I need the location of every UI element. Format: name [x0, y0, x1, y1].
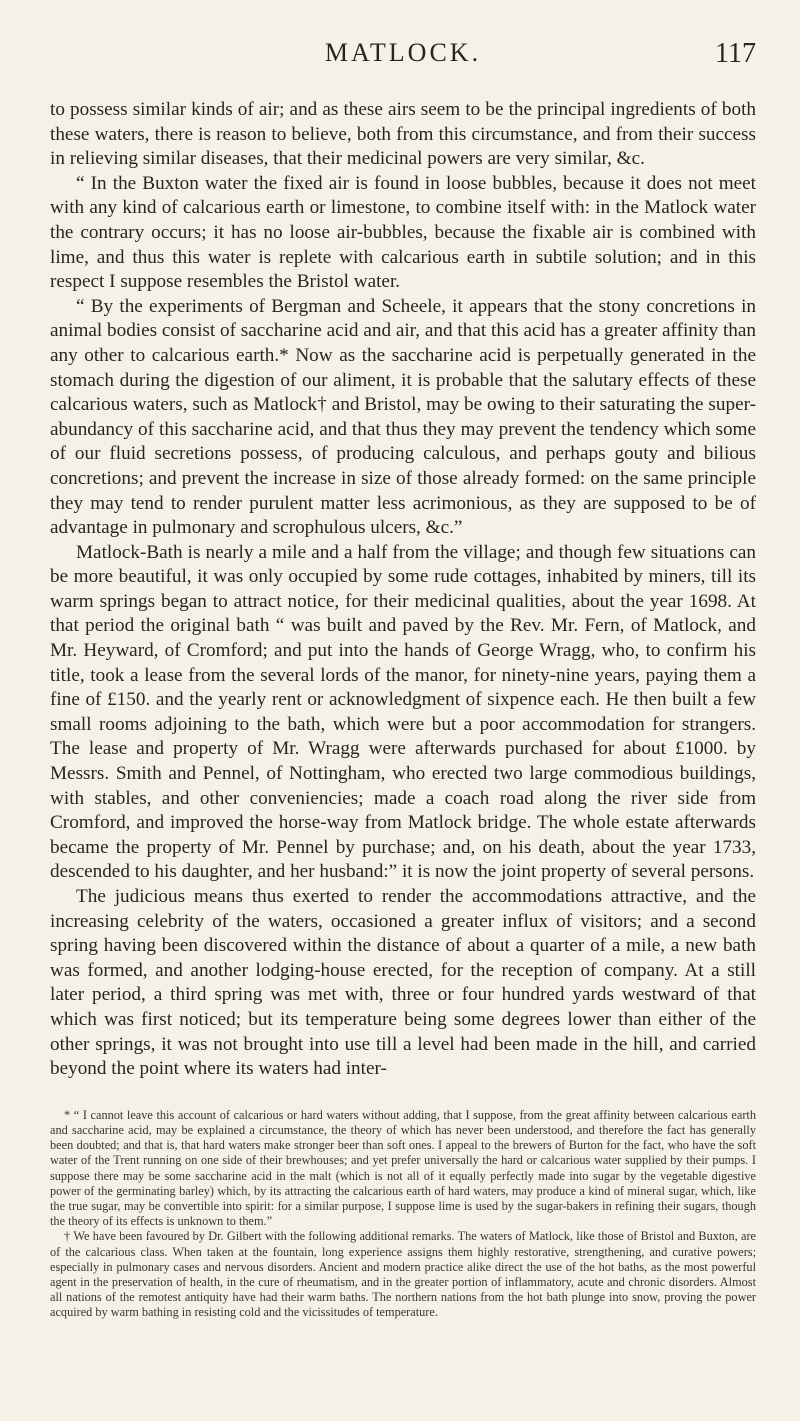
paragraph-2: “ In the Buxton water the fixed air is found in loose bubbles, because it does not meet with any kind of calcarious earth or limestone, to combine itself with: in the Matlock water the contrary occurs; it has no loose air-bubbles, because the fixable air is combined with lime, and thus this water is replete with calcarious earth in subtile solution; and in this respect I suppose resembles the Bristol water. — [50, 172, 756, 293]
page-header — [50, 38, 756, 98]
paragraph-3: “ By the experiments of Bergman and Scheele, it appears that the stony concretions in animal bodies consist of saccharine acid and air, and that this acid has a greater affinity than any other to calcarious earth.* Now as the saccharine acid is perpetually generated in the stomach during the digestion of our aliment, it is probable that the salutary effects of these calcarious waters, such as Matlock† and Bristol, may be owing to their saturating the super-abundancy of this saccharine acid, and that thus they may prevent the tendency which some of our fluid secretions possess, of producing calculous, and perhaps gouty and bilious concretions; and prevent the increase in size of those already formed: on the same principle they may tend to render purulent matter less acrimonious, as they are supposed to be of advantage in pulmonary and scrophulous ulcers, &c.” — [50, 295, 756, 539]
paragraph-4: Matlock-Bath is nearly a mile and a half from the village; and though few situations can be more beautiful, it was only occupied by some rude cottages, inhabited by miners, till its warm springs began to attract notice, for their medicinal qualities, about the year 1698. At that period the original bath “ was built and paved by the Rev. Mr. Fern, of Matlock, and Mr. Heyward, of Cromford; and put into the hands of George Wragg, who, to confirm his title, took a lease from the several lords of the manor, for ninety-nine years, paying them a fine of £150. and the yearly rent or acknowledgment of sixpence each. He then built a few small rooms adjoining to the bath, which were but a poor accommodation for strangers. The lease and property of Mr. Wragg were afterwards purchased for about £1000. by Messrs. Smith and Pennel, of Nottingham, who erected two large commodious buildings, with stables, and other conveniencies; made a coach road along the river side from Cromford, and improved the horse-way from Matlock bridge. The whole estate afterwards became the property of Mr. Pennel by purchase; and, on his death, about the year 1733, descended to his daughter, and her husband:” it is now the joint property of several persons. — [50, 541, 756, 883]
paragraph-5: The judicious means thus exerted to render the accommodations attractive, and the increasing celebrity of the waters, occasioned a greater influx of visitors; and a second spring having been discovered within the distance of about a quarter of a mile, a new bath was formed, and another lodging-house erected, for the reception of company. At a still later period, a third spring was met with, three or four hundred yards westward of that which was first noticed; but its temperature being some degrees lower than either of the other springs, it was not brought into use till a level had been made in the hill, and carried beyond the point where its waters had inter- — [50, 886, 756, 1080]
footnote-dagger: † We have been favoured by Dr. Gilbert with the following additional remarks. The waters of Matlock, like those of Bristol and Buxton, are of the calcarious class. When taken at the fountain, long experience assigns them highly restorative, strengthening, and curative powers; especially in pulmonary cases and nervous disorders. Ancient and modern practice alike direct the use of the hot baths, as the most powerful agent in the preservation of health, in the cure of rheumatism, and in the greater portion of inflammatory, acute and chronic disorders. Almost all nations of the remotest antiquity have had their warm baths. The northern nations from the hot bath plunge into snow, proving the power acquired by warm bathing in resisting cold and the vicissitudes of temperature. — [50, 1229, 756, 1320]
footnotes — [50, 1108, 756, 1321]
running-title: MATLOCK. — [324, 38, 482, 67]
book-page — [50, 38, 756, 1321]
page-number: 117 — [715, 38, 756, 69]
paragraph-1: to possess similar kinds of air; and as these airs seem to be the principal ingredients of both these waters, there is reason to believe, both from this circumstance, and from their success in relieving similar diseases, that their medicinal powers are very similar, &c. — [50, 99, 756, 170]
footnote-asterisk: * “ I cannot leave this account of calcarious or hard waters without adding, that I suppose, from the great affinity between calcarious earth and saccharine acid, may be explained a circumstance, the theory of which has never been understood, and therefore the fact has generally been doubted; and that is, that hard waters make stronger beer than soft ones. I appeal to the brewers of Burton for the fact, who have the soft water of the Trent running on one side of their brewhouses; and yet prefer universally the hard or calcarious water supplied by their pumps. I suppose there may be some saccharine acid in the malt (which is not all of it equally perfectly made into sugar by the vegetable digestive power of the germinating barley) which, by its attracting the calcarious earth of hard waters, may produce a kind of mineral sugar, which, like the true sugar, may be convertible into spirit: for a similar purpose, I suppose lime is used by the sugar-bakers in refining their sugars, though the theory of its effects is unknown to them.” — [50, 1107, 756, 1229]
body-text — [50, 98, 756, 1082]
